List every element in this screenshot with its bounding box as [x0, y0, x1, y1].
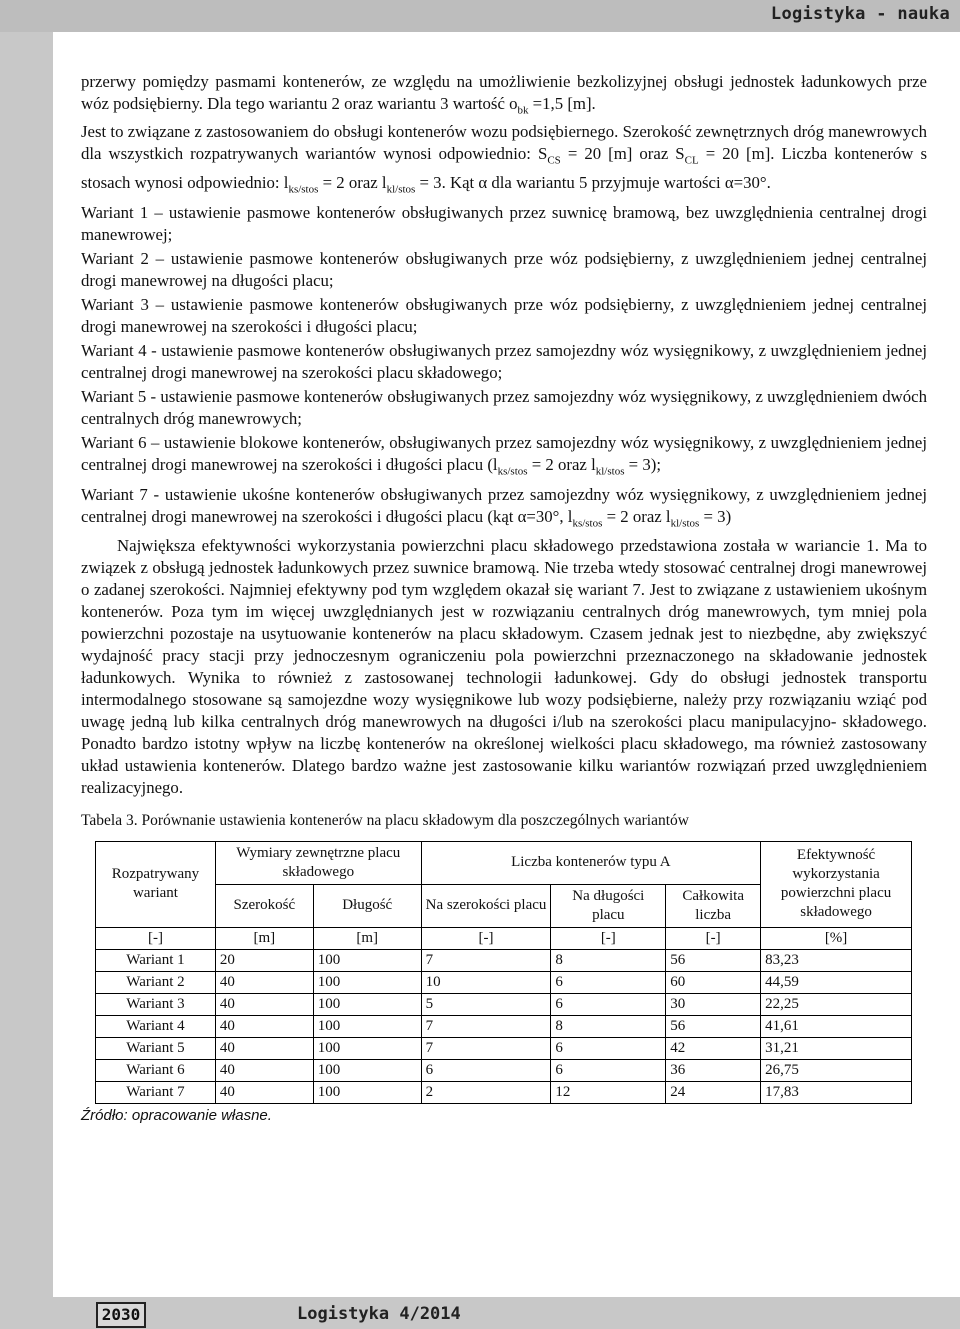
page-number: 2030 [96, 1302, 146, 1328]
table-cell: 41,61 [761, 1015, 912, 1037]
unit-cell: [-] [96, 927, 216, 949]
table-cell: 26,75 [761, 1059, 912, 1081]
table-cell: 44,59 [761, 971, 912, 993]
table-cell: Wariant 5 [96, 1037, 216, 1059]
table-cell: 83,23 [761, 949, 912, 971]
table-cell: 30 [666, 993, 761, 1015]
table-cell: 5 [421, 993, 551, 1015]
header-dimensions: Wymiary zewnętrzne placu składowego [215, 841, 421, 884]
table-cell: 40 [215, 1037, 313, 1059]
header-width: Szerokość [215, 884, 313, 927]
table-cell: 22,25 [761, 993, 912, 1015]
table-cell: 56 [666, 949, 761, 971]
table-cell: 31,21 [761, 1037, 912, 1059]
table-row [96, 993, 912, 1015]
table-cell: 20 [215, 949, 313, 971]
table-cell: 7 [421, 949, 551, 971]
table-cell: 8 [551, 949, 666, 971]
table-cell: 6 [551, 1059, 666, 1081]
variant-description: Wariant 1 – ustawienie pasmowe kontenerów obsługiwanych przez suwnicę bramową, bez uwzględnienia centralnej drogi manewrowej; [81, 203, 927, 245]
table-cell: 6 [551, 971, 666, 993]
table-cell: 100 [313, 1081, 421, 1103]
unit-cell: [m] [313, 927, 421, 949]
table-cell: 40 [215, 1059, 313, 1081]
variant-description: Wariant 5 - ustawienie pasmowe kontenerów obsługiwanych przez samojezdny wóz wysięgnikowy, z uwzględnieniem dwóch centralnych dróg manewrowych; [81, 387, 927, 429]
page [53, 32, 960, 1297]
table-row [96, 1059, 912, 1081]
table-cell: 6 [551, 993, 666, 1015]
paragraph: Jest to związane z zastosowaniem do obsługi kontenerów wozu podsiębiernego. Szerokość zewnętrznych dróg manewrowych dla wszystkich rozpatrywanych wariantów wynosi odpowiednio: $S_{CS} = 20$ [m] oraz $S_{CL} = 20$ [m]. Liczba kontenerów s stosach wynosi odpowiednio: $l_{ks/stos} = 2$ oraz $l_{kl/stos} = 3$. Kąt α dla wariantu 5 przyjmuje wartości α=30°. [81, 122, 927, 196]
table-cell: Wariant 6 [96, 1059, 216, 1081]
table-cell: Wariant 2 [96, 971, 216, 993]
table-cell: 17,83 [761, 1081, 912, 1103]
unit-cell: [%] [761, 927, 912, 949]
paragraph: przerwy pomiędzy pasmami kontenerów, ze względu na umożliwienie bezkolizyjnej obsługi jednostek ładunkowych prze wóz podsiębierny. Dla tego wariantu 2 oraz wariantu 3 wartość $o_{bk} =1,5$ [m]. [81, 72, 927, 117]
table-row [96, 949, 912, 971]
table-row [96, 971, 912, 993]
header-on-width: Na szerokości placu [421, 884, 551, 927]
table-cell: 10 [421, 971, 551, 993]
table-cell: Wariant 3 [96, 993, 216, 1015]
table-cell: 36 [666, 1059, 761, 1081]
table-cell: 24 [666, 1081, 761, 1103]
table-row [96, 1081, 912, 1103]
table-cell: 100 [313, 971, 421, 993]
unit-cell: [-] [666, 927, 761, 949]
table-cell: 60 [666, 971, 761, 993]
unit-cell: [-] [551, 927, 666, 949]
table-cell: 8 [551, 1015, 666, 1037]
journal-title: Logistyka 4/2014 [297, 1304, 461, 1324]
running-header [0, 0, 960, 32]
table-cell: 6 [551, 1037, 666, 1059]
table-cell: 7 [421, 1037, 551, 1059]
comparison-table [95, 841, 912, 1104]
table-body [96, 949, 912, 1103]
table-cell: 7 [421, 1015, 551, 1037]
table-cell: Wariant 4 [96, 1015, 216, 1037]
table-cell: 40 [215, 1015, 313, 1037]
header-on-length: Na długości placu [551, 884, 666, 927]
table-cell: 100 [313, 993, 421, 1015]
variant-description: Wariant 4 - ustawienie pasmowe kontenerów obsługiwanych przez samojezdny wóz wysięgnikowy, z uwzględnieniem jednej centralnej drogi manewrowej na szerokości placu składowego; [81, 341, 927, 383]
table-cell: 12 [551, 1081, 666, 1103]
table-cell: 40 [215, 971, 313, 993]
table-source: Źródło: opracowanie własne. [81, 1106, 272, 1124]
variant-description: Wariant 6 – ustawienie blokowe kontenerów, obsługiwanych przez samojezdny wóz wysięgnikowy, z uwzględnieniem jednej centralnej drogi manewrowej na szerokości i długości placu ($l_{ks/stos} = 2$ oraz $l_{kl/stos} = 3$); [81, 433, 927, 478]
header-total: Całkowita liczba [666, 884, 761, 927]
table-cell: Wariant 7 [96, 1081, 216, 1103]
table-cell: 56 [666, 1015, 761, 1037]
header-length: Długość [313, 884, 421, 927]
table-cell: 40 [215, 993, 313, 1015]
header-efficiency: Efektywność wykorzystania powierzchni placu składowego [761, 841, 912, 927]
table-cell: 40 [215, 1081, 313, 1103]
table-row [96, 1015, 912, 1037]
table-cell: 100 [313, 1037, 421, 1059]
variant-description: Wariant 7 - ustawienie ukośne kontenerów obsługiwanych przez samojezdny wóz wysięgnikowy, z uwzględnieniem jednej centralnej drogi manewrowej na szerokości i długości placu (kąt α=30°, $l_{ks/stos} = 2$ oraz $l_{kl/stos} = 3$) [81, 485, 927, 530]
variant-description: Wariant 3 – ustawienie pasmowe kontenerów obsługiwanych prze wóz podsiębierny, z uwzględnieniem jednej centralnej drogi manewrowej na szerokości i długości placu; [81, 295, 927, 337]
section-title: Logistyka - nauka [770, 4, 950, 24]
unit-cell: [-] [421, 927, 551, 949]
table-row [96, 1037, 912, 1059]
unit-cell: [m] [215, 927, 313, 949]
table-cell: Wariant 1 [96, 949, 216, 971]
table-cell: 2 [421, 1081, 551, 1103]
table-cell: 42 [666, 1037, 761, 1059]
units-row [96, 927, 912, 949]
header-container-count: Liczba kontenerów typu A [421, 841, 761, 884]
conclusion-paragraph: Największa efektywności wykorzystania powierzchni placu składowego przedstawiona została w wariancie 1. Ma to związek z obsługą jednostek ładunkowych przez suwnice bramową. Nie trzeba wtedy stosować centralnej drogi manewrowej o zadanej szerokości. Najmniej efektywny pod tym względem okazał się wariant 7. Jest to związane z ustawieniem ukośnym kontenerów. Poza tym im więcej uwzględnianych jest w rozwiązaniu centralnych dróg manewrowych, tym mniej pola powierzchni pozostaje na usytuowanie kontenerów na placu składowym. Czasem jednak jest to niezbędne, aby zwiększyć wydajność pracy stacji przy jednoczesnym ograniczeniu pola powierzchni przeznaczonego na składowanie jednostek ładunkowych. Wynika to również z zastosowanej technologii ładunkowej. Gdy do obsługi jednostek transportu intermodalnego stosowane są samojezdne wozy wysięgnikowe lub wozy podsiębierne, należy przy rozwiązaniu wziąć pod uwagę jedną lub kilka centralnych dróg manewrowych na długości i/lub na szerokości placu manipulacyjno- składowego. Ponadto bardzo istotny wpływ na liczbę kontenerów na określonej wielkości placu składowego, ma również zastosowany układ ustawienia kontenerów. Dlatego bardzo ważne jest zastosowanie kilku wariantów rozwiązań przed uwzględnieniem realizacyjnego. [81, 535, 927, 797]
variant-description: Wariant 2 – ustawienie pasmowe kontenerów obsługiwanych prze wóz podsiębierny, z uwzględnieniem jednej centralnej drogi manewrowej na długości placu; [81, 249, 927, 291]
header-variant: Rozpatrywany wariant [96, 841, 216, 927]
table-cell: 100 [313, 1059, 421, 1081]
article-body [81, 71, 927, 1127]
table-cell: 6 [421, 1059, 551, 1081]
table-caption: Tabela 3. Porównanie ustawienia kontenerów na placu składowym dla poszczególnych wariantów [81, 811, 689, 829]
table-cell: 100 [313, 1015, 421, 1037]
table-cell: 100 [313, 949, 421, 971]
